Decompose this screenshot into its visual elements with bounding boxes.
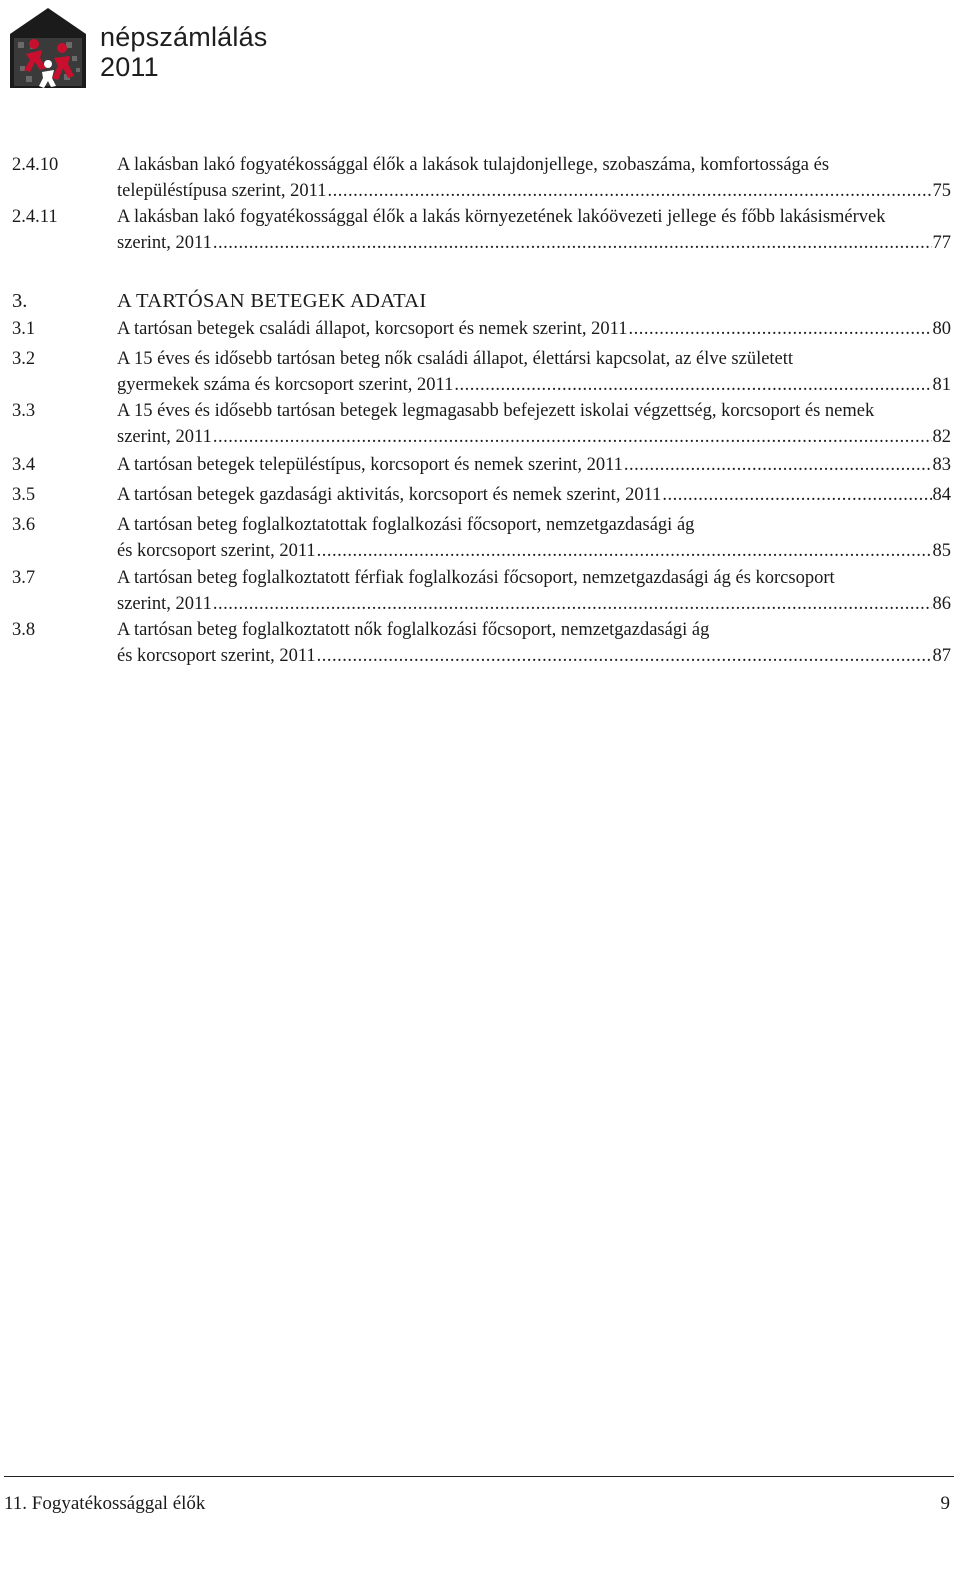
- toc-entry-title-line: A lakásban lakó fogyatékossággal élők a lakás környezetének lakóövezeti jellege és főbb lakásismérvek: [117, 207, 886, 227]
- dot-leader: [628, 316, 931, 342]
- toc-entry-page: 83: [932, 455, 951, 475]
- section-number: 3.: [12, 290, 28, 312]
- section-title: A TARTÓSAN BETEGEK ADATAI: [117, 290, 427, 312]
- toc-entry-title-line: szerint, 2011: [117, 594, 212, 614]
- toc-entry-title-line: gyermekek száma és korcsoport szerint, 2011: [117, 375, 454, 395]
- toc-entry-title-line: A tartósan betegek gazdasági aktivitás, korcsoport és nemek szerint, 2011: [117, 485, 662, 505]
- toc-entry-number: 3.4: [12, 455, 36, 475]
- dot-leader: [317, 643, 932, 669]
- toc-entry-number: 3.1: [12, 319, 36, 339]
- dot-leader: [662, 482, 931, 508]
- toc-entry-number: 2.4.10: [12, 155, 59, 175]
- toc-entry-page: 82: [932, 427, 951, 447]
- toc-entry-number: 3.7: [12, 568, 36, 588]
- dot-leader: [624, 452, 932, 478]
- footer-divider: [4, 1476, 954, 1477]
- toc-entry-title-line: szerint, 2011: [117, 233, 212, 253]
- toc-entry-title-line: A 15 éves és idősebb tartósan betegek legmagasabb befejezett iskolai végzettség, korcsoport és nemek: [117, 401, 875, 421]
- logo-line-1: népszámlálás: [100, 22, 268, 52]
- toc-entry-title-line: településtípusa szerint, 2011: [117, 181, 327, 201]
- toc-entry-number: 3.5: [12, 485, 36, 505]
- dot-leader: [213, 230, 932, 256]
- census-logo: [6, 4, 306, 94]
- dot-leader: [317, 538, 932, 564]
- toc-entry-page: 75: [932, 181, 951, 201]
- toc-entry-title-line: szerint, 2011: [117, 427, 212, 447]
- census-logo-icon: [6, 4, 90, 90]
- toc-entry-number: 2.4.11: [12, 207, 58, 227]
- toc-entry-page: 81: [932, 375, 951, 395]
- toc-entry-title-line: A tartósan beteg foglalkoztatott nők foglalkozási főcsoport, nemzetgazdasági ág: [117, 620, 710, 640]
- toc-entry-page: 77: [932, 233, 951, 253]
- dot-leader: [213, 591, 932, 617]
- toc-entry-page: 86: [932, 594, 951, 614]
- toc-entry-title-line: A 15 éves és idősebb tartósan beteg nők családi állapot, élettársi kapcsolat, az élve született: [117, 349, 794, 369]
- toc-entry-number: 3.2: [12, 349, 36, 369]
- logo-line-2: 2011: [100, 52, 159, 82]
- toc-entry-page: 87: [932, 646, 951, 666]
- census-logo-wordmark: [100, 22, 268, 82]
- footer-chapter-title: 11. Fogyatékossággal élők: [4, 1493, 206, 1514]
- toc-entry-title-line: A tartósan beteg foglalkoztatott férfiak foglalkozási főcsoport, nemzetgazdasági ág és korcsoport: [117, 568, 835, 588]
- toc-entry-title-line: A tartósan betegek településtípus, korcsoport és nemek szerint, 2011: [117, 455, 623, 475]
- toc-entry-title-line: és korcsoport szerint, 2011: [117, 646, 316, 666]
- toc-entry-title-line: A tartósan betegek családi állapot, korcsoport és nemek szerint, 2011: [117, 319, 628, 339]
- toc-entry-number: 3.8: [12, 620, 36, 640]
- dot-leader: [327, 178, 931, 204]
- dot-leader: [213, 424, 932, 450]
- toc-entry-title-line: A lakásban lakó fogyatékossággal élők a lakások tulajdonjellege, szobaszáma, komfortossága és: [117, 155, 830, 175]
- toc-entry-page: 85: [932, 541, 951, 561]
- toc-entry-title-line: A tartósan beteg foglalkoztatottak foglalkozási főcsoport, nemzetgazdasági ág: [117, 515, 695, 535]
- toc-entry-page: 80: [932, 319, 951, 339]
- footer-page-number: 9: [940, 1493, 950, 1514]
- toc-entry-page: 84: [932, 485, 951, 505]
- dot-leader: [454, 372, 931, 398]
- toc-entry-number: 3.6: [12, 515, 36, 535]
- toc-entry-number: 3.3: [12, 401, 36, 421]
- toc-entry-title-line: és korcsoport szerint, 2011: [117, 541, 316, 561]
